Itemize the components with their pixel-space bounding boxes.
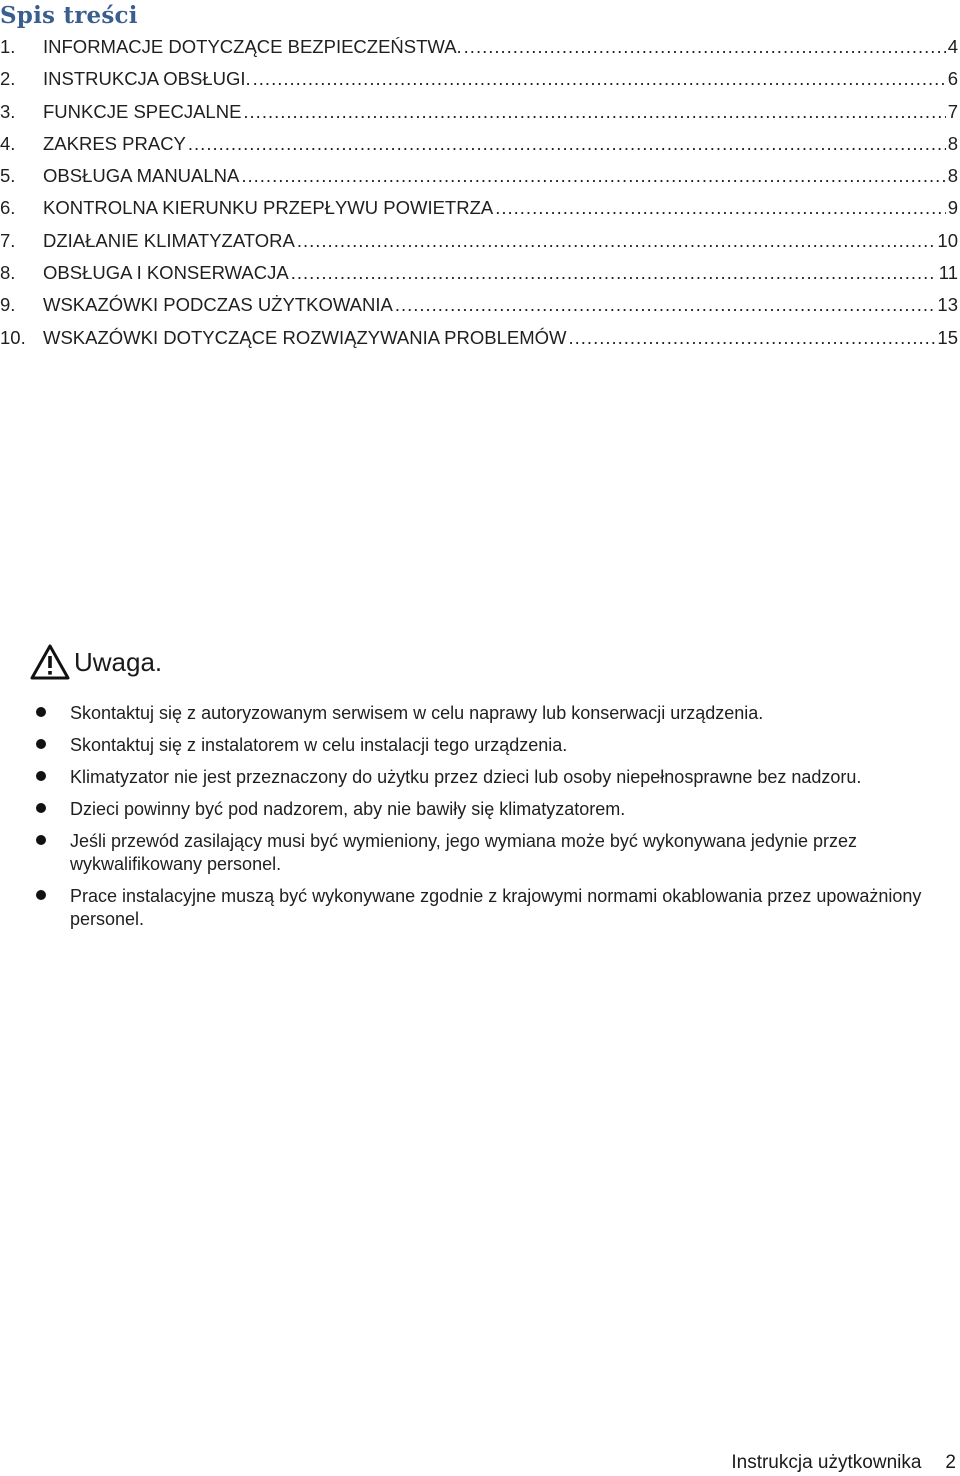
toc-item-page: 13 [937,294,958,316]
toc-leader-dots [464,36,946,58]
bullet-icon [36,890,46,900]
toc-item[interactable] [0,230,958,262]
list-item-text: Jeśli przewód zasilający musi być wymieniony, jego wymiana może być wykonywana jedynie przez wykwalifikowany personel. [70,831,857,874]
list-item [36,798,946,821]
toc-leader-dots [291,262,937,284]
toc-item-number: 8. [0,262,16,284]
toc-item-number: 9. [0,294,16,316]
toc-item-page: 6 [947,68,958,90]
toc-item-label: INSTRUKCJA OBSŁUGI. [43,68,251,90]
toc-item-page: 4 [947,36,958,57]
list-item-text: Dzieci powinny być pod nadzorem, aby nie bawiły się klimatyzatorem. [70,799,626,819]
toc-item[interactable] [0,68,958,100]
toc-item-number: 4. [0,132,16,154]
toc-item[interactable] [0,133,958,165]
page-footer [731,1452,956,1474]
toc-title: Spis treści [0,2,138,29]
toc-item-number: 1. [0,36,16,57]
toc-leader-dots [188,133,946,155]
toc-item[interactable] [0,165,958,197]
warning-title: Uwaga. [74,646,163,677]
toc-item-label: OBSŁUGA MANUALNA [43,165,240,187]
footer-label: Instrukcja użytkownika [731,1452,922,1473]
toc-item-number: 6. [0,197,16,219]
list-item [36,734,946,757]
list-item [36,766,946,789]
list-item-text: Klimatyzator nie jest przeznaczony do użytku przez dzieci lub osoby niepełnosprawne bez nadzoru. [70,767,862,787]
toc-item[interactable] [0,101,958,133]
toc-item-page: 8 [947,165,958,187]
toc-item[interactable] [0,197,958,229]
bullet-icon [36,707,46,717]
toc-item-label: WSKAZÓWKI PODCZAS UŻYTKOWANIA [43,294,393,316]
toc-leader-dots [297,230,936,252]
toc-leader-dots [495,197,945,219]
toc-item-label: OBSŁUGA I KONSERWACJA [43,262,289,284]
toc-item-number: 10. [0,326,26,348]
toc-leader-dots [253,68,946,90]
toc-item-number: 3. [0,100,16,122]
warning-heading [30,644,162,680]
bullet-icon [36,803,46,813]
warning-triangle-icon [30,644,70,680]
list-item-text: Skontaktuj się z instalatorem w celu instalacji tego urządzenia. [70,735,568,755]
list-item [36,830,946,876]
toc-leader-dots [569,327,936,349]
toc-item-page: 9 [947,197,958,219]
toc-item[interactable] [0,327,958,359]
toc-leader-dots [395,294,936,316]
toc-leader-dots [241,165,945,187]
toc-item-page: 11 [938,262,958,284]
table-of-contents [0,36,958,359]
toc-item[interactable] [0,36,958,68]
toc-item[interactable] [0,262,958,294]
toc-item-number: 7. [0,229,16,251]
toc-item-label: FUNKCJE SPECJALNE [43,100,242,122]
toc-item-label: INFORMACJE DOTYCZĄCE BEZPIECZEŃSTWA. [43,36,462,57]
toc-item-label: ZAKRES PRACY [43,132,186,154]
bullet-icon [36,771,46,781]
toc-item-page: 8 [947,132,958,154]
toc-item-page: 7 [947,100,958,122]
toc-leader-dots [243,101,945,123]
list-item-text: Prace instalacyjne muszą być wykonywane zgodnie z krajowymi normami okablowania przez upoważniony personel. [70,886,922,929]
list-item-text: Skontaktuj się z autoryzowanym serwisem w celu naprawy lub konserwacji urządzenia. [70,703,764,723]
bullet-icon [36,739,46,749]
warning-list [36,702,946,940]
toc-item-number: 2. [0,68,16,90]
toc-item[interactable] [0,294,958,326]
toc-item-page: 15 [937,326,958,348]
toc-item-label: KONTROLNA KIERUNKU PRZEPŁYWU POWIETRZA [43,197,494,219]
bullet-icon [36,835,46,845]
footer-page-number: 2 [945,1452,956,1473]
toc-item-label: WSKAZÓWKI DOTYCZĄCE ROZWIĄZYWANIA PROBLEMÓW [43,326,567,348]
list-item [36,702,946,725]
toc-item-page: 10 [937,229,958,251]
toc-item-label: DZIAŁANIE KLIMATYZATORA [43,229,295,251]
toc-item-number: 5. [0,165,16,187]
list-item [36,885,946,931]
